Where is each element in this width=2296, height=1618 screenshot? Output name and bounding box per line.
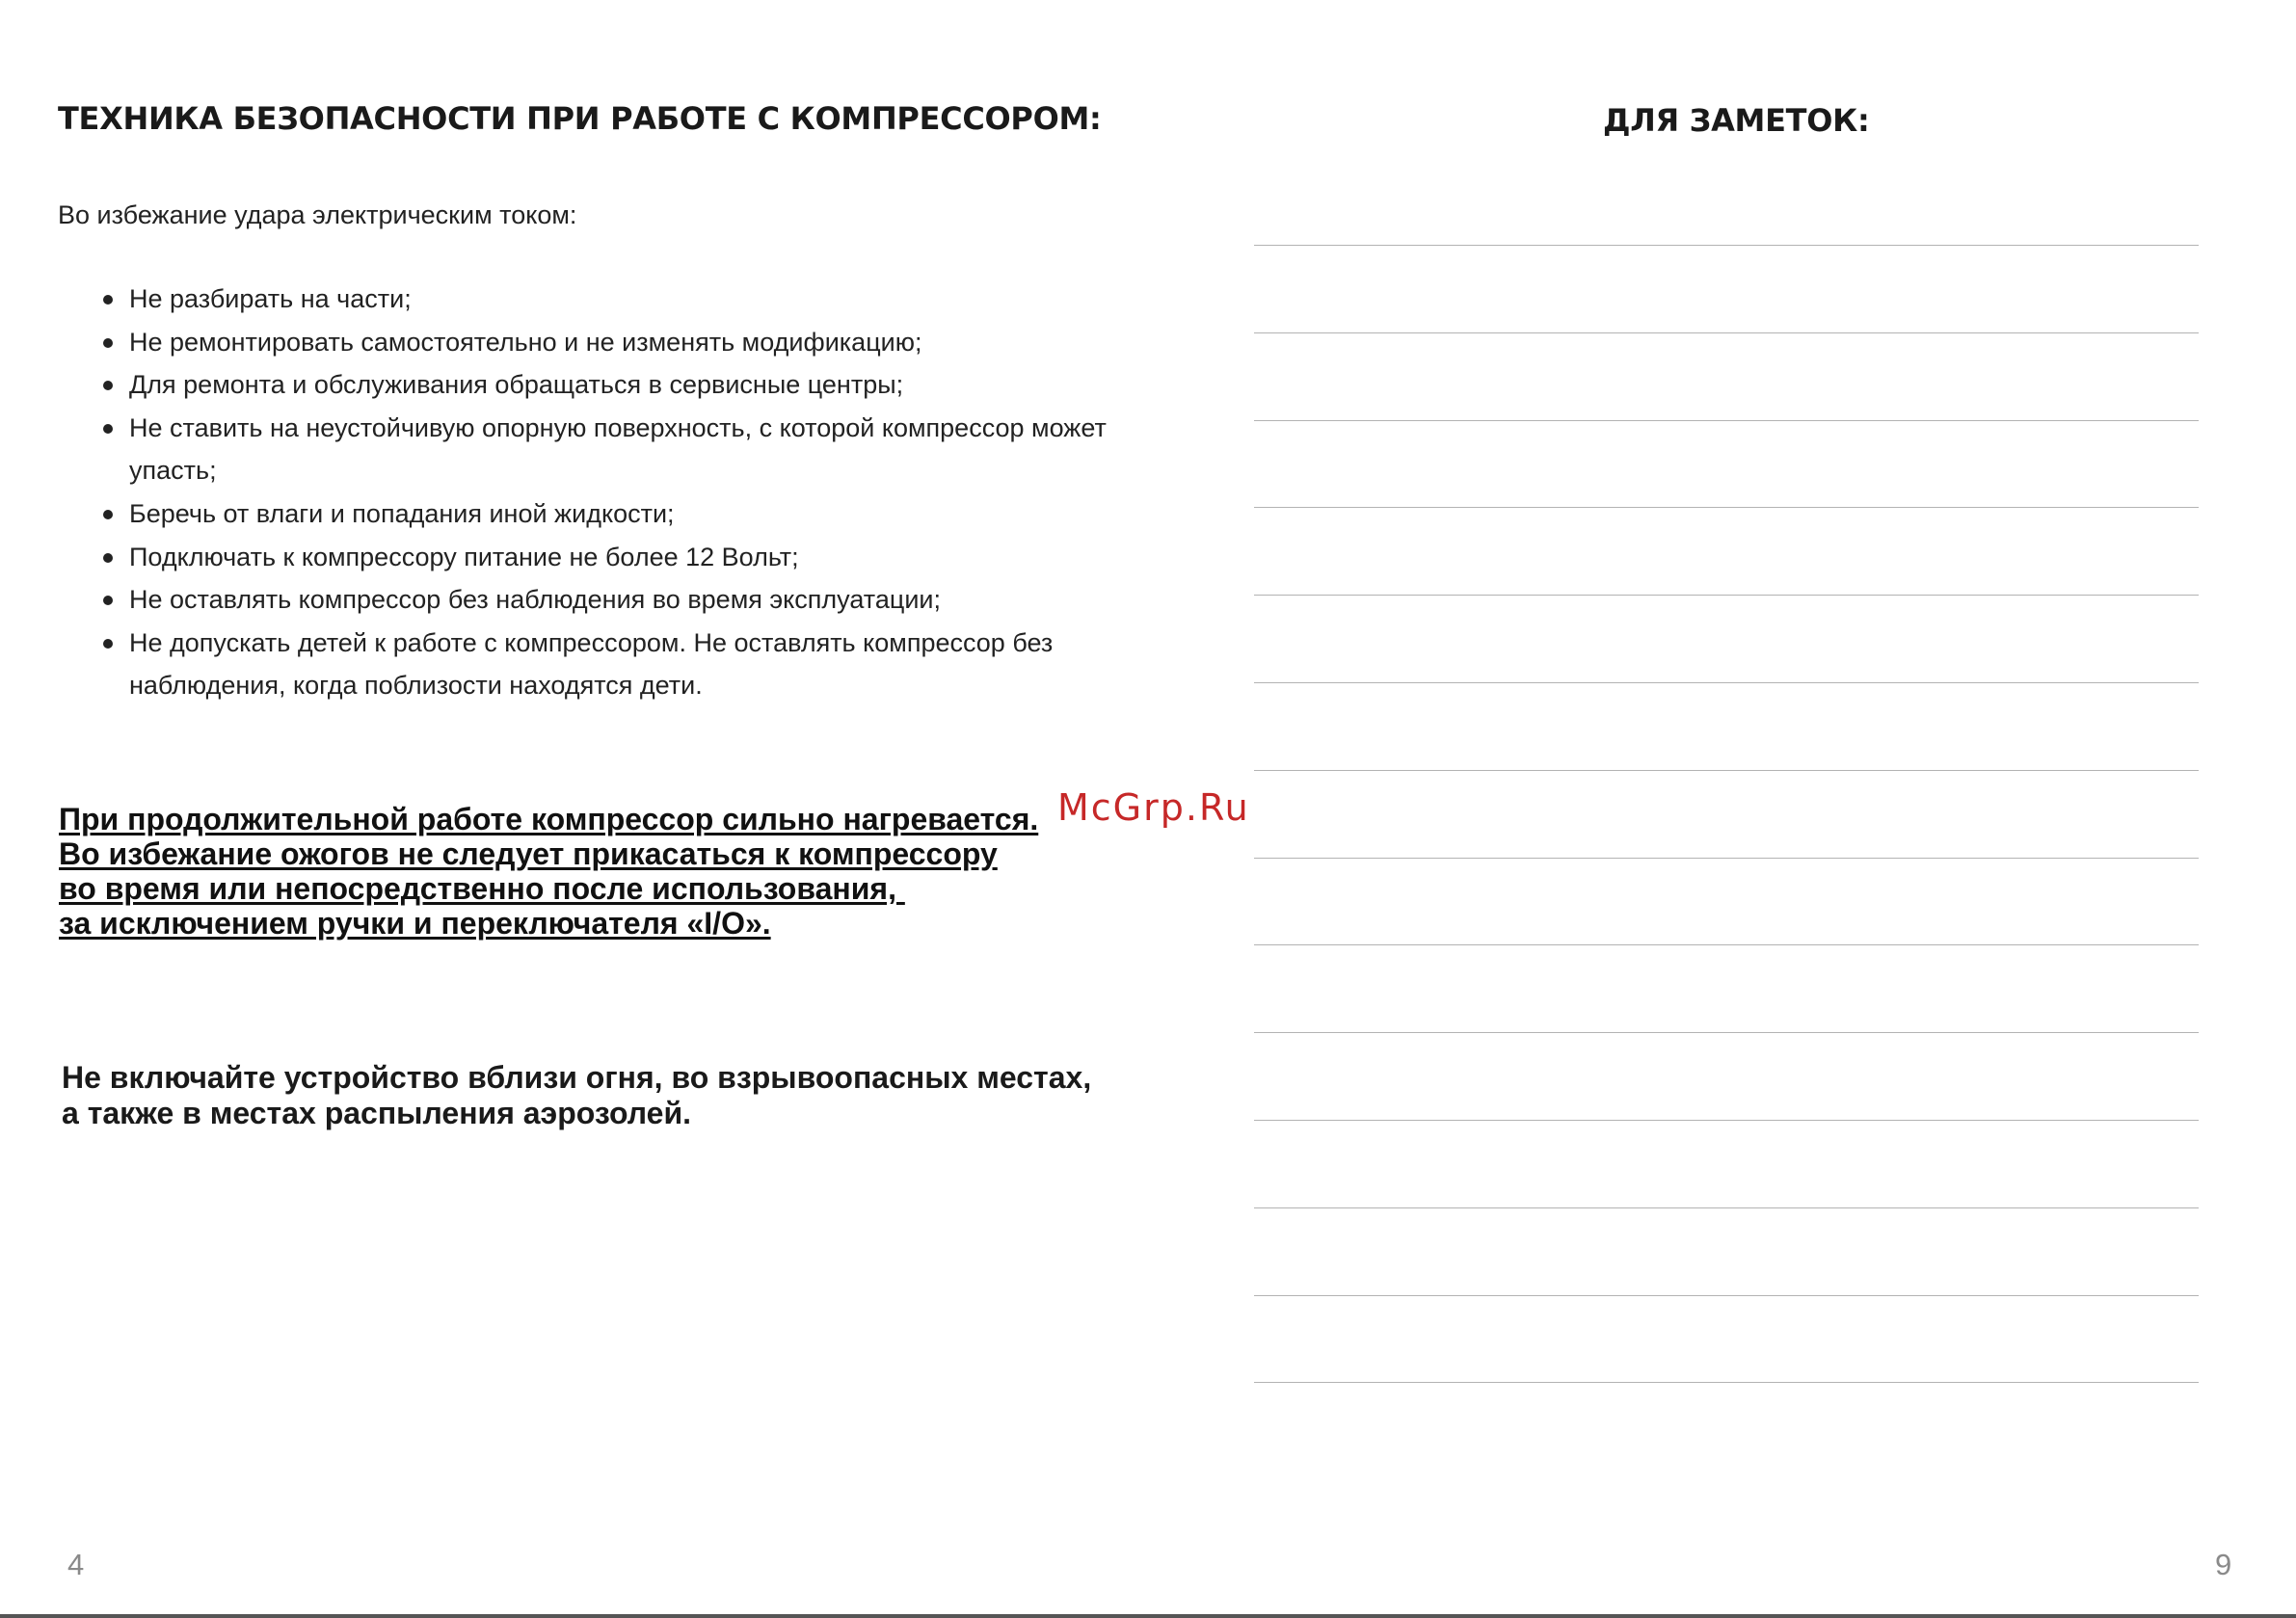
note-line xyxy=(1254,944,2199,945)
list-item: Для ремонта и обслуживания обращаться в сервисные центры; xyxy=(98,363,1139,407)
list-item: Не ставить на неустойчивую опорную поверхность, с которой компрессор может упасть; xyxy=(98,407,1132,492)
notes-heading: ДЛЯ ЗАМЕТОК: xyxy=(1603,102,1870,139)
bullet-icon xyxy=(103,510,113,519)
safety-heading: ТЕХНИКА БЕЗОПАСНОСТИ ПРИ РАБОТЕ С КОМПРЕССОРОМ: xyxy=(58,100,1102,137)
list-item: Подключать к компрессору питание не более 12 Вольт; xyxy=(98,536,1139,579)
note-line xyxy=(1254,858,2199,859)
note-line xyxy=(1254,1120,2199,1121)
heat-warning: При продолжительной работе компрессор сильно нагревается. Во избежание ожогов не следует прикасаться к компрессору во время или непосредственно после использования, за исключением ручки и переключателя «I/O». xyxy=(59,802,1039,941)
bullet-icon xyxy=(103,639,113,649)
note-line xyxy=(1254,507,2199,508)
list-item: Не разбирать на части; xyxy=(98,278,1139,321)
note-line xyxy=(1254,682,2199,683)
note-line xyxy=(1254,595,2199,596)
note-line xyxy=(1254,420,2199,421)
bottom-rule xyxy=(0,1614,2296,1618)
list-item: Не допускать детей к работе с компрессором. Не оставлять компрессор без наблюдения, когда поблизости находятся дети. xyxy=(98,622,1141,707)
list-item: Не оставлять компрессор без наблюдения во время эксплуатации; xyxy=(98,578,1139,622)
electric-shock-intro: Во избежание удара электрическим током: xyxy=(58,200,577,229)
page-number-right: 9 xyxy=(2215,1548,2232,1581)
bullet-icon xyxy=(103,338,113,348)
right-page xyxy=(1148,0,2296,1618)
bullet-icon xyxy=(103,381,113,390)
note-line xyxy=(1254,770,2199,771)
safety-bullet-list xyxy=(98,278,1139,707)
fire-warning: Не включайте устройство вблизи огня, во взрывоопасных местах, а также в местах распыления аэрозолей. xyxy=(62,1060,1092,1130)
list-item: Беречь от влаги и попадания иной жидкости; xyxy=(98,492,1139,536)
note-line xyxy=(1254,1207,2199,1208)
notes-area xyxy=(1254,0,2199,1618)
bullet-icon xyxy=(103,295,113,305)
watermark: McGrp.Ru xyxy=(1057,786,1250,829)
note-line xyxy=(1254,1295,2199,1296)
list-item: Не ремонтировать самостоятельно и не изменять модификацию; xyxy=(98,321,1139,364)
bullet-icon xyxy=(103,424,113,434)
note-line xyxy=(1254,1382,2199,1383)
bullet-icon xyxy=(103,596,113,605)
note-line xyxy=(1254,1032,2199,1033)
page-number-left: 4 xyxy=(67,1548,85,1581)
bullet-icon xyxy=(103,553,113,563)
note-line xyxy=(1254,245,2199,246)
note-line xyxy=(1254,332,2199,333)
